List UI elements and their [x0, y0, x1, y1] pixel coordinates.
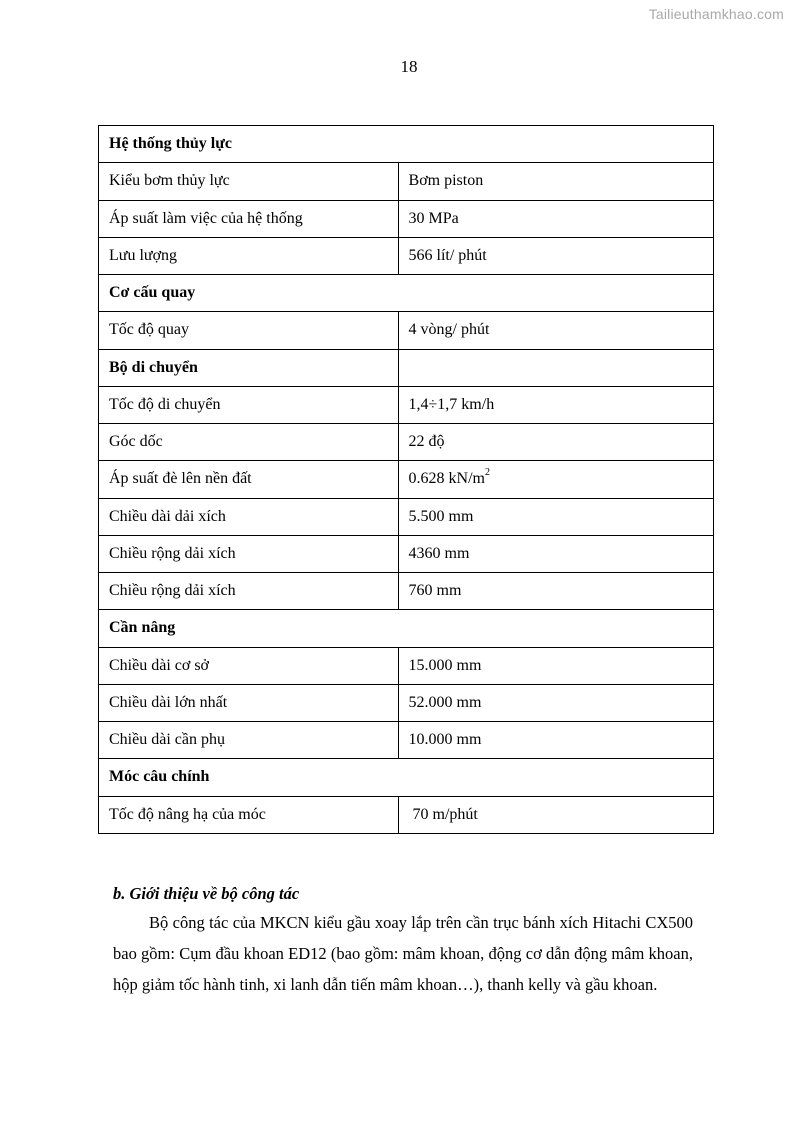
- table-section-row: [99, 275, 714, 312]
- spec-value: 70 m/phút: [398, 796, 713, 833]
- table-row: [99, 796, 714, 833]
- table-row: [99, 535, 714, 572]
- spec-value-with-unit: [398, 461, 713, 498]
- spec-value: 30 MPa: [398, 200, 713, 237]
- body-paragraph: Bộ công tác của MKCN kiểu gầu xoay lắp trên cần trục bánh xích Hitachi CX500 bao gồm: Cụm đầu khoan ED12 (bao gồm: mâm khoan, động cơ dẫn động mâm khoan, hộp giảm tốc hành tinh, xi lanh dẫn tiến mâm khoan…), thanh kelly và gầu khoan.: [113, 913, 693, 994]
- section-title: Cơ cấu quay: [99, 275, 714, 312]
- spec-name: Tốc độ nâng hạ của móc: [99, 796, 399, 833]
- spec-name: Chiều dài dải xích: [99, 498, 399, 535]
- spec-value: 4360 mm: [398, 535, 713, 572]
- spec-name: Kiểu bơm thủy lực: [99, 163, 399, 200]
- section-title: Bộ di chuyển: [99, 349, 399, 386]
- table-row: [99, 647, 714, 684]
- spec-value: 10.000 mm: [398, 722, 713, 759]
- spec-value: 22 độ: [398, 424, 713, 461]
- table-section-row: [99, 759, 714, 796]
- table-row: [99, 386, 714, 423]
- section-title: Hệ thống thủy lực: [99, 126, 714, 163]
- section-title: Móc câu chính: [99, 759, 714, 796]
- spec-value: 52.000 mm: [398, 684, 713, 721]
- spec-name: Chiều dài lớn nhất: [99, 684, 399, 721]
- table-row: [99, 424, 714, 461]
- spec-table: [98, 125, 714, 834]
- table-section-row: [99, 126, 714, 163]
- table-row: [99, 498, 714, 535]
- spec-name: Tốc độ di chuyển: [99, 386, 399, 423]
- table-row: [99, 722, 714, 759]
- spec-value: 1,4÷1,7 km/h: [398, 386, 713, 423]
- spec-name: Áp suất đè lên nền đất: [99, 461, 399, 498]
- spec-name: Tốc độ quay: [99, 312, 399, 349]
- section-heading: b. Giới thiệu về bộ công tác: [113, 884, 300, 903]
- spec-value: 5.500 mm: [398, 498, 713, 535]
- spec-value: 4 vòng/ phút: [398, 312, 713, 349]
- table-row: [99, 461, 714, 498]
- spec-value: 15.000 mm: [398, 647, 713, 684]
- watermark: Tailieuthamkhao.com: [648, 6, 784, 22]
- table-row: [99, 163, 714, 200]
- page-number: 18: [400, 57, 418, 76]
- table-section-row: [99, 610, 714, 647]
- table-row: [99, 312, 714, 349]
- spec-name: Lưu lượng: [99, 237, 399, 274]
- spec-value: 566 lít/ phút: [398, 237, 713, 274]
- spec-name: Áp suất làm việc của hệ thống: [99, 200, 399, 237]
- spec-name: Góc dốc: [99, 424, 399, 461]
- section-title: Cần nâng: [99, 610, 714, 647]
- unit-exponent: 2: [484, 467, 490, 479]
- spec-value: Bơm piston: [398, 163, 713, 200]
- spec-value: 0.628 kN/m: [408, 470, 485, 488]
- spec-value: 760 mm: [398, 573, 713, 610]
- table-row: [99, 684, 714, 721]
- table-row: [99, 573, 714, 610]
- table-row: [99, 200, 714, 237]
- spec-name: Chiều dài cần phụ: [99, 722, 399, 759]
- empty-cell: [398, 349, 713, 386]
- spec-name: Chiều dài cơ sở: [99, 647, 399, 684]
- spec-name: Chiều rộng dải xích: [99, 573, 399, 610]
- spec-name: Chiều rộng dải xích: [99, 535, 399, 572]
- table-row: [99, 237, 714, 274]
- table-section-row: [99, 349, 714, 386]
